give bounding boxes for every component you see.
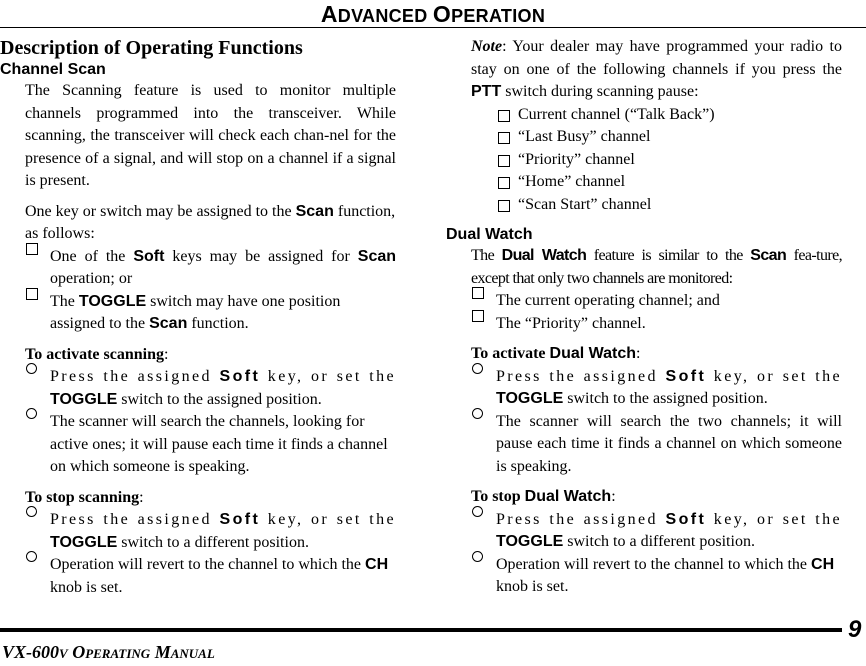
circle-bullet-icon [26,363,37,374]
list-item: “Priority” channel [446,149,842,172]
list-item: “Last Busy” channel [446,126,842,149]
activate-scan-label: To activate scanning: [25,345,169,363]
circle-bullet-icon [26,408,37,419]
footer-rule [0,628,842,632]
header-rule [0,27,866,28]
square-bullet-icon [26,243,38,255]
page-number: 9 [848,616,862,643]
left-column [0,36,396,599]
list-item: Current channel (“Talk Back”) [446,104,842,127]
checkbox-bullet-icon [498,132,510,144]
list-item: The scanner will search the two channels; it will pause each time it finds a channel on which someone is speaking. [446,411,842,479]
square-bullet-icon [472,310,484,322]
section-title: ADVANCED OPERATION [320,1,546,27]
dual-watch-intro: The Dual Watch feature is similar to the Scan fea-ture, except that only two channels are monitored: [471,247,842,287]
circle-bullet-icon [26,506,37,517]
circle-bullet-icon [26,551,37,562]
list-item: Press the assigned Soft key, or set the TOGGLE switch to a different position. [446,509,842,554]
square-bullet-icon [472,287,484,299]
list-item: One of the Soft keys may be assigned for Scan operation; or [0,246,396,291]
list-item: Operation will revert to the channel to which the CH knob is set. [0,554,396,599]
list-item: Press the assigned Soft key, or set the TOGGLE switch to a different position. [0,509,396,554]
list-item: The current operating channel; and [446,290,842,313]
list-item: The TOGGLE switch may have one position assigned to the Scan function. [0,291,396,336]
list-item: Press the assigned Soft key, or set the TOGGLE switch to the assigned position. [446,366,842,411]
right-column [446,36,842,599]
scan-intro-paragraph: The Scanning feature is used to monitor multiple channels programmed into the transceiver. While scanning, the transceiver will check each chan-nel for the presence of a signal, and will stop on a channel if a signal is present. [25,82,396,189]
scan-assign-paragraph: One key or switch may be assigned to the Scan function, as follows: [25,202,396,242]
checkbox-bullet-icon [498,200,510,212]
list-item: Press the assigned Soft key, or set the TOGGLE switch to the assigned position. [0,366,396,411]
dual-watch-heading: Dual Watch [446,226,533,243]
list-item: The “Priority” channel. [446,313,842,336]
activate-dual-watch-label: To activate Dual Watch: [471,345,641,362]
square-bullet-icon [26,288,38,300]
stop-dual-watch-label: To stop Dual Watch: [471,488,616,505]
list-item: The scanner will search the channels, looking for active ones; it will pause each time it finds a channel on which someone is speaking. [0,411,396,479]
list-item: “Home” channel [446,171,842,194]
circle-bullet-icon [472,506,483,517]
list-item: “Scan Start” channel [446,194,842,217]
checkbox-bullet-icon [498,110,510,122]
circle-bullet-icon [472,363,483,374]
manual-title: VX-600V OPERATING MANUAL [2,642,215,662]
checkbox-bullet-icon [498,177,510,189]
list-item: Operation will revert to the channel to which the CH knob is set. [446,554,842,599]
channel-scan-heading: Channel Scan [0,61,106,78]
page-heading: Description of Operating Functions [0,37,303,59]
stop-scan-label: To stop scanning: [25,488,144,506]
circle-bullet-icon [472,408,483,419]
checkbox-bullet-icon [498,155,510,167]
circle-bullet-icon [472,551,483,562]
note-paragraph: Note: Your dealer may have programmed your radio to stay on one of the following channels if you press the PTT switch during scanning pause: [471,38,842,100]
